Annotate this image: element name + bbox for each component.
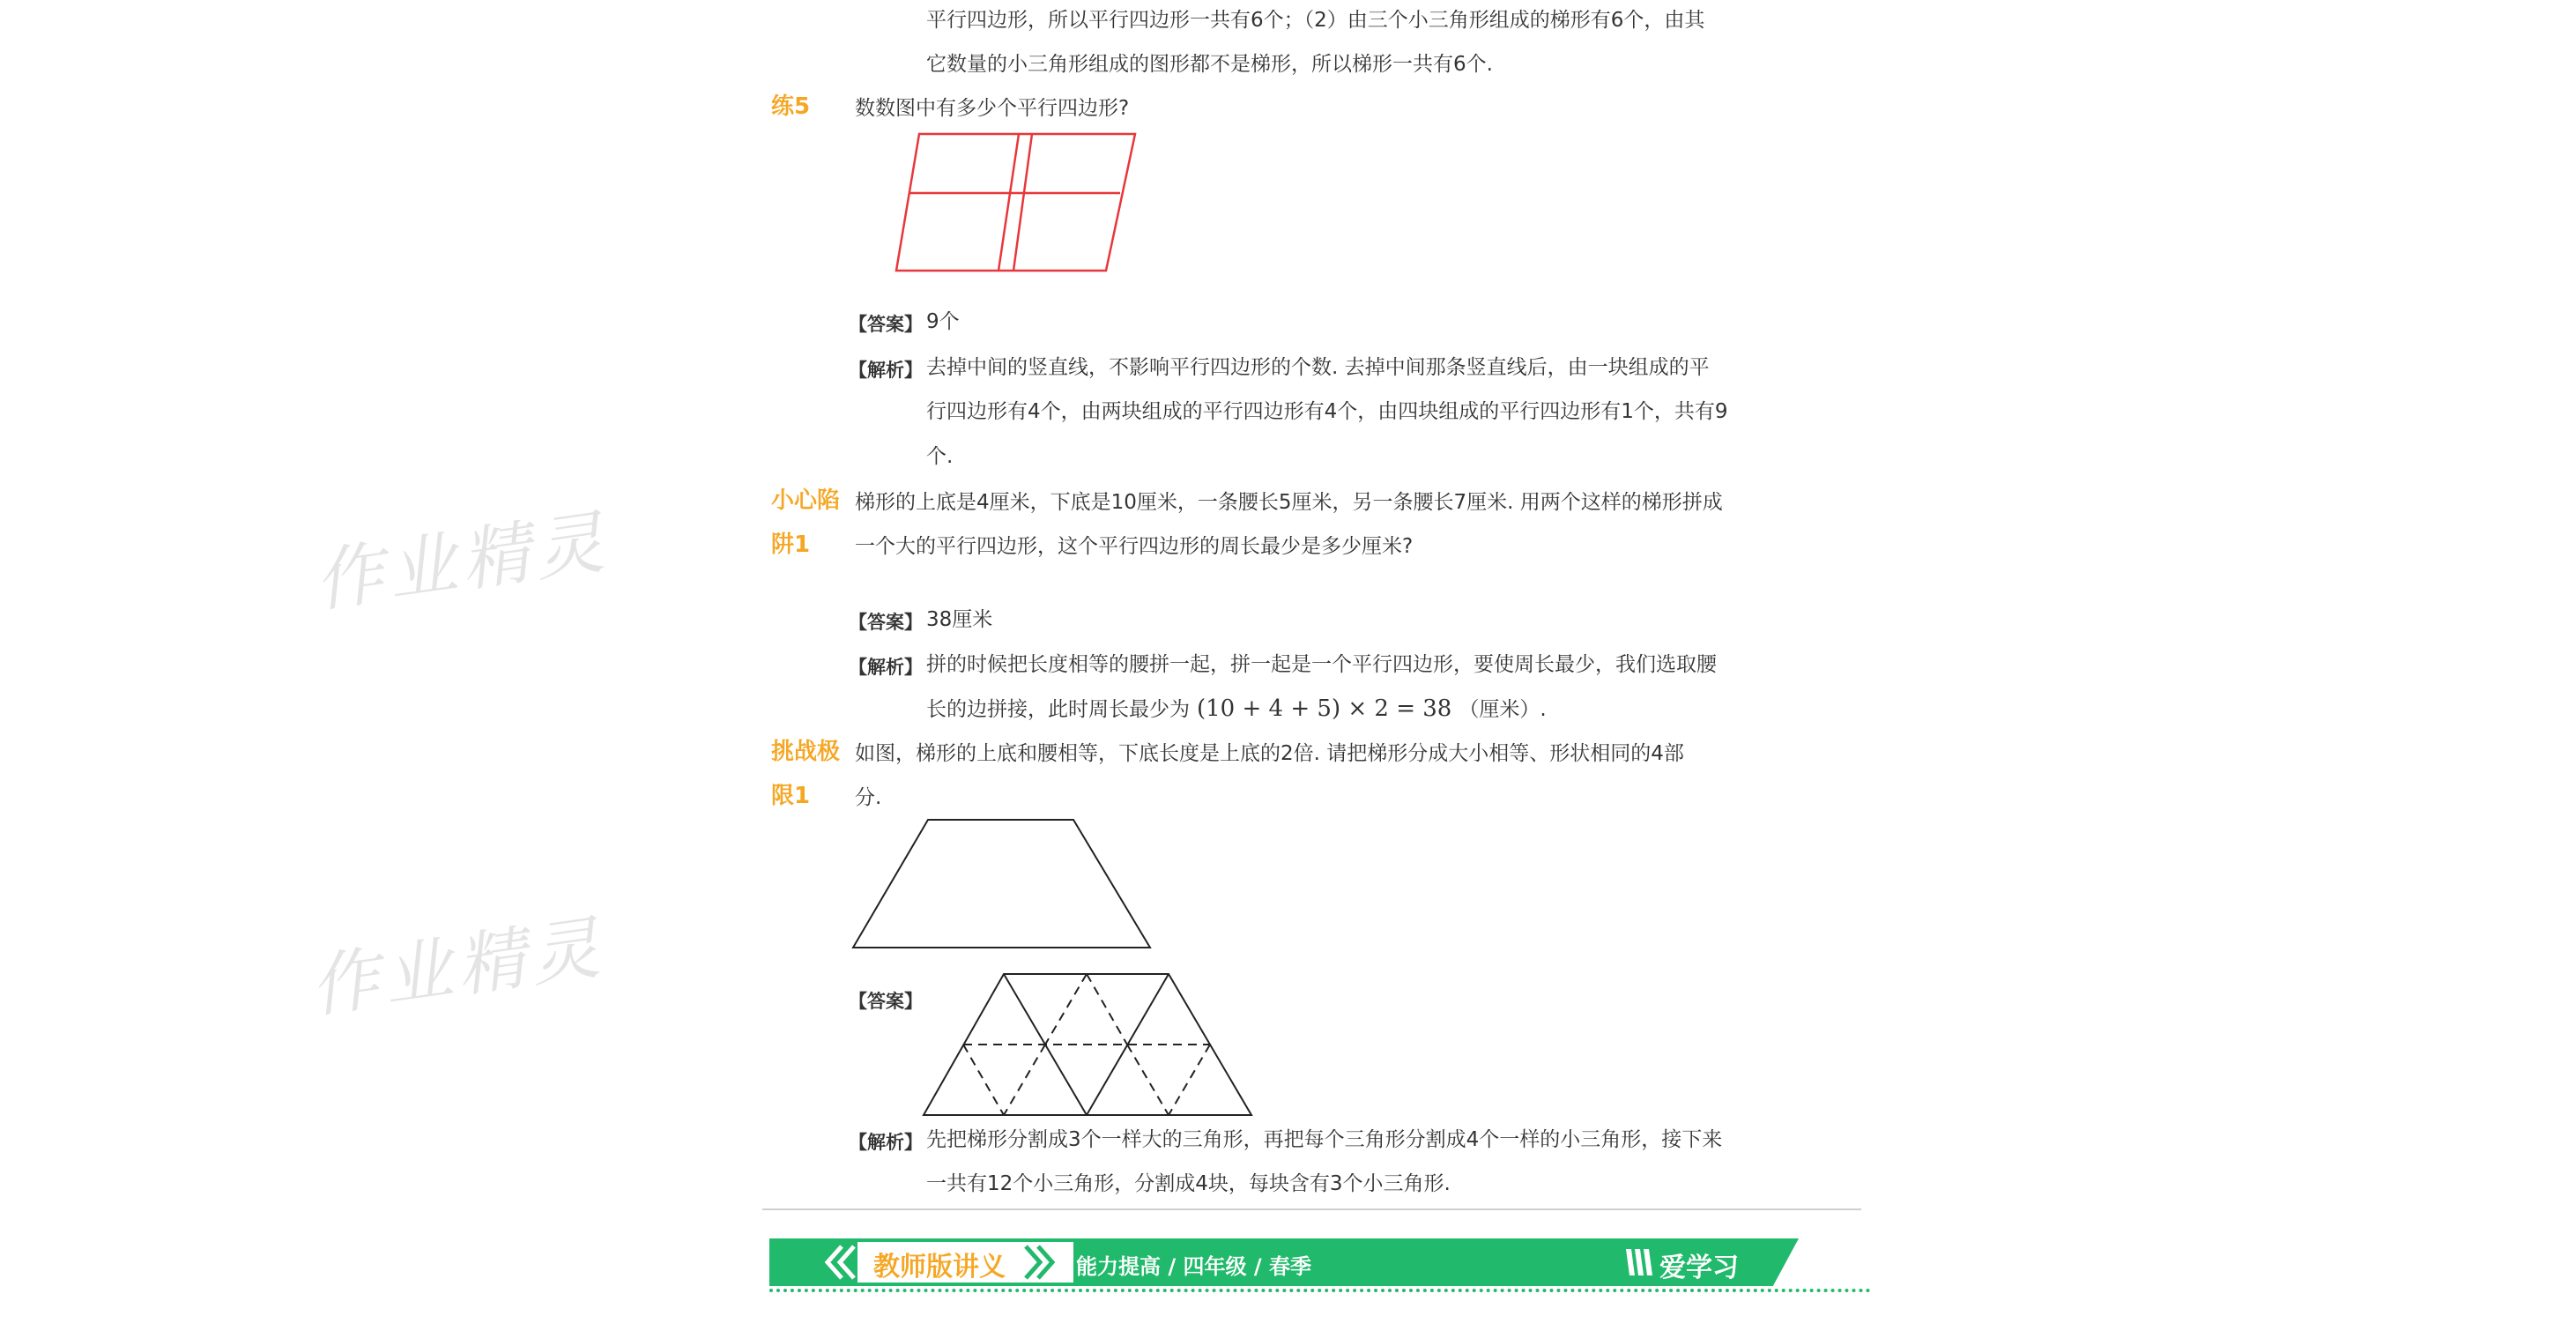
problem-question: 数数图中有多少个平行四边形? xyxy=(855,97,1130,120)
problem-label: 阱1 xyxy=(771,532,811,558)
answer-tag: 【答案】 xyxy=(849,314,923,335)
analysis-line: 去掉中间的竖直线，不影响平行四边形的个数. 去掉中间那条竖直线后，由一块组成的平 xyxy=(926,356,1710,379)
brand-logo-icon xyxy=(1622,1245,1656,1279)
problem-question: 如图，梯形的上底和腰相等，下底长度是上底的2倍. 请把梯形分成大小相等、形状相同的4部 xyxy=(855,742,1684,765)
continuation-line: 它数量的小三角形组成的图形都不是梯形，所以梯形一共有6个. xyxy=(926,53,1493,76)
footer-banner xyxy=(769,1238,1799,1286)
page-divider xyxy=(762,1208,1861,1210)
footer-course-info: 能力提高 / 四年级 / 春季 xyxy=(1076,1254,1311,1279)
problem-question: 分. xyxy=(855,786,882,809)
analysis-line: 行四边形有4个，由两块组成的平行四边形有4个，由四块组成的平行四边形有1个，共有9 xyxy=(926,400,1728,423)
problem-label: 小心陷 xyxy=(771,487,841,514)
analysis-tag: 【解析】 xyxy=(849,657,923,678)
parallelogram-figure xyxy=(890,128,1146,278)
problem-question: 一个大的平行四边形，这个平行四边形的周长最少是多少厘米? xyxy=(855,535,1414,558)
footer-dotted-line xyxy=(769,1289,1871,1292)
problem-label: 练5 xyxy=(771,93,811,120)
answer-text: 9个 xyxy=(926,310,960,333)
analysis-line: 个. xyxy=(926,445,954,468)
footer-edition: 教师版讲义 xyxy=(873,1252,1006,1283)
analysis-line: 一共有12个小三角形，分割成4块，每块含有3个小三角形. xyxy=(926,1172,1451,1195)
answer-text: 38厘米 xyxy=(926,608,993,631)
answer-tag: 【答案】 xyxy=(849,612,923,633)
watermark: 作业精灵 xyxy=(305,907,610,1028)
analysis-suffix: （厘米）. xyxy=(1459,698,1547,721)
answer-tag: 【答案】 xyxy=(849,991,923,1012)
analysis-tag: 【解析】 xyxy=(849,360,923,381)
formula: (10 + 4 + 5) × 2 = 38 xyxy=(1197,695,1452,722)
analysis-tag: 【解析】 xyxy=(849,1132,923,1153)
problem-label: 挑战极 xyxy=(771,739,841,765)
footer-brand: 爱学习 xyxy=(1659,1253,1739,1283)
continuation-line: 平行四边形，所以平行四边形一共有6个；（2）由三个小三角形组成的梯形有6个，由其 xyxy=(926,9,1705,32)
double-chevron-icon xyxy=(824,1243,857,1282)
analysis-line xyxy=(926,695,1547,723)
watermark: 作业精灵 xyxy=(309,502,614,622)
double-chevron-icon xyxy=(1021,1243,1058,1282)
analysis-line: 拼的时候把长度相等的腰拼一起，拼一起是一个平行四边形，要使周长最少，我们选取腰 xyxy=(926,653,1717,676)
trapezoid-figure xyxy=(850,815,1154,956)
trapezoid-answer-figure xyxy=(921,970,1256,1119)
analysis-line: 先把梯形分割成3个一样大的三角形，再把每个三角形分割成4个一样的小三角形，接下来 xyxy=(926,1128,1723,1151)
problem-question: 梯形的上底是4厘米，下底是10厘米，一条腰长5厘米，另一条腰长7厘米. 用两个这样的梯形拼成 xyxy=(855,491,1723,514)
problem-label: 限1 xyxy=(771,783,811,809)
analysis-prefix: 长的边拼接，此时周长最少为 xyxy=(926,698,1190,721)
